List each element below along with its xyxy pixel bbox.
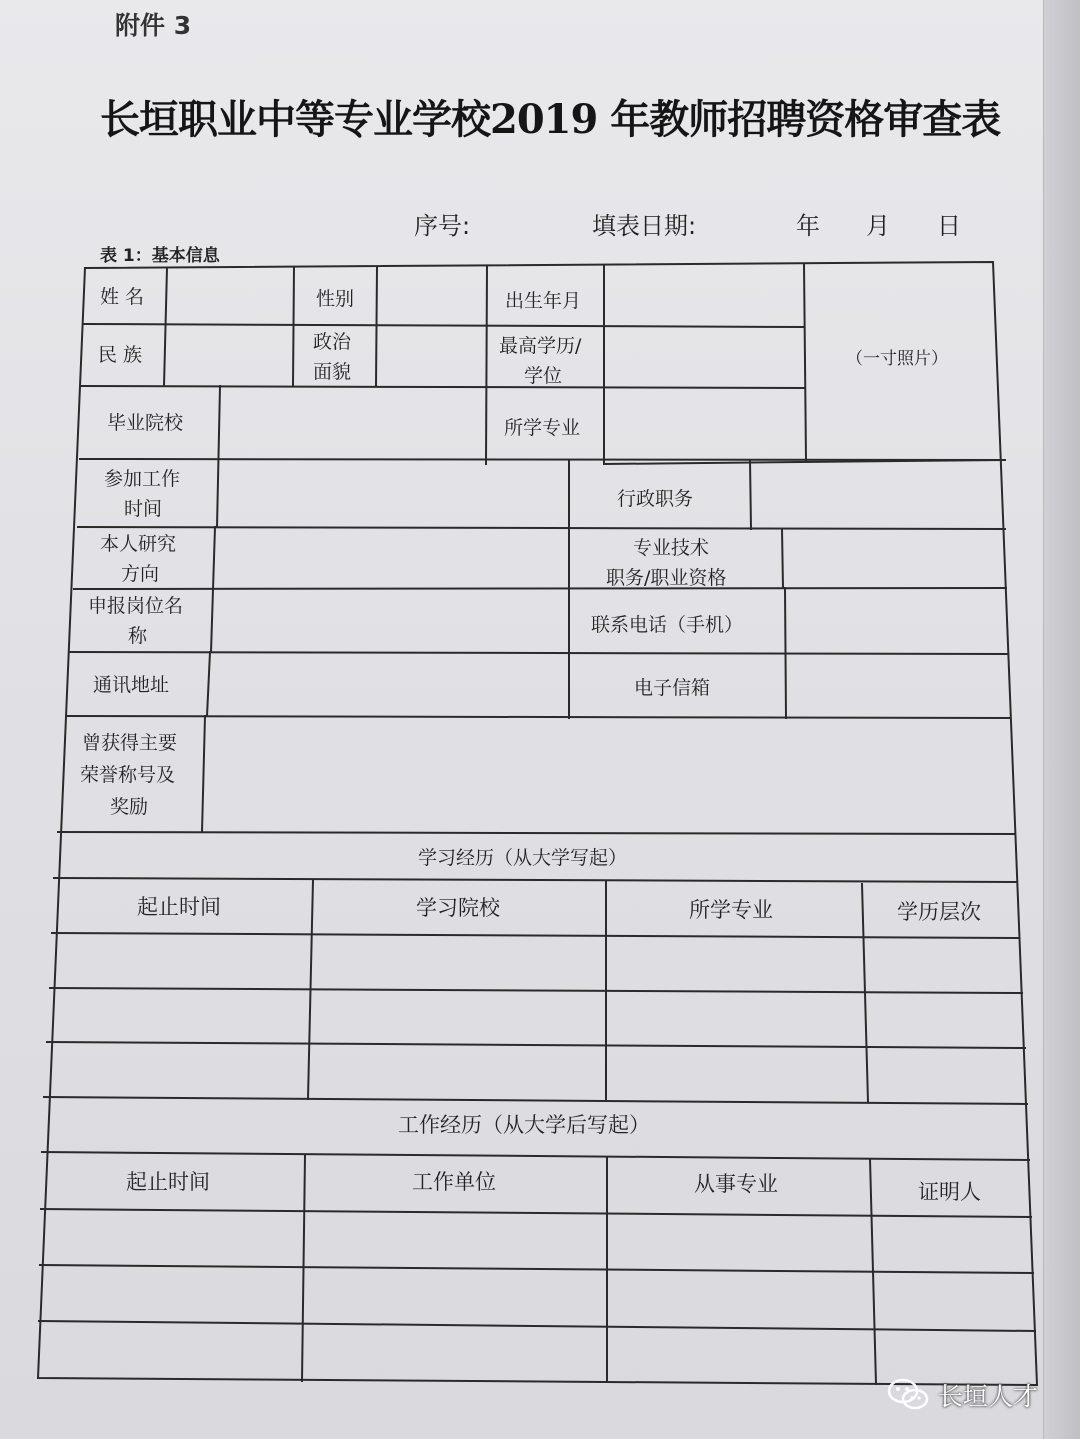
work-section-title: 工作经历（从大学后写起）: [398, 1113, 650, 1137]
watermark: [886, 1377, 1038, 1413]
watermark-text: 长垣人才: [937, 1382, 1038, 1411]
label-work-start-2: 时间: [124, 498, 163, 520]
wechat-icon: [886, 1378, 930, 1412]
label-gender: 性别: [316, 288, 355, 310]
work-col-period: 起止时间: [126, 1170, 210, 1194]
label-work-start-1: 参加工作: [104, 468, 181, 490]
date-month: 月: [866, 212, 890, 240]
study-col-period: 起止时间: [137, 895, 221, 919]
label-tech-title-1: 专业技术: [633, 537, 710, 559]
table-caption: 表 1：基本信息: [100, 246, 220, 266]
study-col-major: 所学专业: [689, 898, 773, 922]
work-col-witness: 证明人: [918, 1180, 981, 1204]
work-col-employer: 工作单位: [412, 1170, 496, 1194]
photo-placeholder: （一寸照片）: [846, 349, 948, 369]
label-political-2: 面貌: [313, 361, 352, 383]
label-school: 毕业院校: [107, 412, 184, 434]
label-political-1: 政治: [313, 331, 352, 353]
label-position-2: 称: [128, 625, 148, 647]
label-honors-2: 荣誉称号及: [80, 764, 176, 786]
label-position-1: 申报岗位名: [88, 595, 184, 617]
label-ethnicity: 民 族: [98, 344, 143, 366]
study-col-school: 学习院校: [416, 896, 500, 920]
label-honors-3: 奖励: [110, 796, 149, 818]
study-col-level: 学历层次: [897, 900, 981, 924]
label-major: 所学专业: [504, 417, 581, 439]
date-year: 年: [796, 212, 820, 240]
label-honors-1: 曾获得主要: [82, 732, 178, 754]
label-degree-2: 学位: [524, 365, 563, 387]
serial-label: 序号:: [414, 212, 471, 240]
label-tech-title-2: 职务/职业资格: [606, 567, 727, 589]
label-birth: 出生年月: [505, 290, 582, 312]
label-address: 通讯地址: [93, 674, 170, 696]
work-col-field: 从事专业: [694, 1172, 778, 1196]
attachment-label: 附件 3: [115, 11, 192, 40]
label-email: 电子信箱: [634, 677, 711, 699]
label-name: 姓 名: [100, 286, 145, 308]
label-research-1: 本人研究: [100, 533, 177, 555]
label-admin-post: 行政职务: [617, 488, 694, 510]
label-phone: 联系电话（手机）: [591, 614, 744, 636]
date-label: 填表日期:: [592, 212, 697, 240]
label-degree-1: 最高学历/: [499, 335, 582, 357]
form-title: 长垣职业中等专业学校2019 年教师招聘资格审查表: [100, 96, 1001, 143]
label-research-2: 方向: [121, 563, 160, 585]
study-section-title: 学习经历（从大学写起）: [418, 847, 628, 869]
date-day: 日: [937, 212, 961, 240]
